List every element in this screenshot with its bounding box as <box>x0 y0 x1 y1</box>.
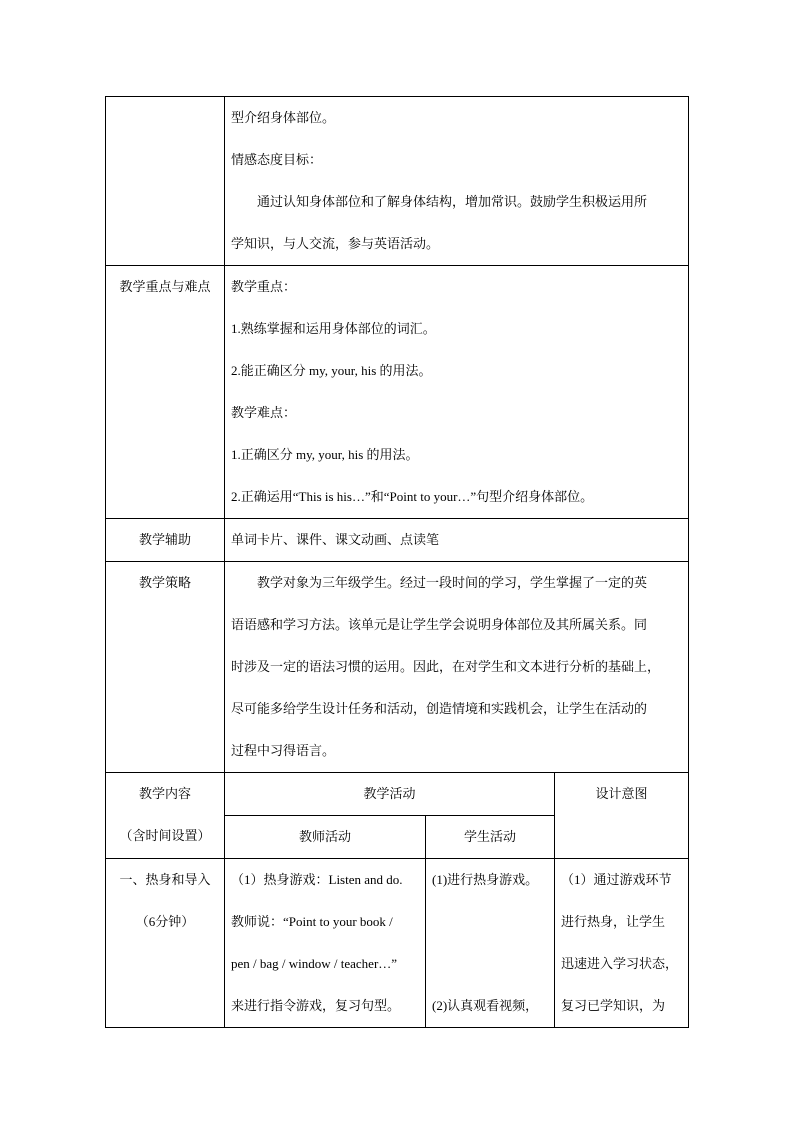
intent-line: 迅速进入学习状态， <box>561 956 679 971</box>
teacher-activity-line: （1）热身游戏：Listen and do. <box>231 872 403 887</box>
focus-heading: 教学重点： <box>231 279 297 294</box>
content-header-time: （含时间设置） <box>119 828 211 843</box>
objectives-line: 型介绍身体部位。 <box>231 110 336 125</box>
lesson-plan-table <box>105 96 689 1028</box>
aids-cell <box>225 519 689 562</box>
row-focus-difficulty <box>106 266 689 519</box>
row-label-empty <box>106 97 225 266</box>
student-activity-line <box>432 901 548 943</box>
affect-goal-heading: 情感态度目标： <box>231 152 323 167</box>
teacher-header: 教师活动 <box>225 816 426 859</box>
objectives-cell <box>225 97 689 266</box>
student-activity-line <box>432 943 548 985</box>
strategy-line: 过程中习得语言。 <box>231 743 336 758</box>
warmup-title: 一、热身和导入 <box>119 872 211 887</box>
objectives-line: 学知识，与人交流，参与英语活动。 <box>231 236 440 251</box>
student-header: 学生活动 <box>426 816 555 859</box>
objectives-line: 通过认知身体部位和了解身体结构，增加常识。鼓励学生积极运用所 <box>257 194 648 209</box>
activity-header-row <box>106 773 689 816</box>
focus-cell <box>225 266 689 519</box>
strategy-line: 教学对象为三年级学生。经过一段时间的学习，学生掌握了一定的英 <box>257 575 648 590</box>
row-strategy <box>106 562 689 773</box>
strategy-label: 教学策略 <box>106 562 225 773</box>
difficulty-item: 2.正确运用“This is his…”和“Point to your…”句型介绍身体部位。 <box>231 489 594 504</box>
intent-line: 进行热身，让学生 <box>561 914 666 929</box>
intent-line: 复习已学知识，为 <box>561 998 666 1013</box>
intent-header: 设计意图 <box>555 773 689 859</box>
focus-item: 2.能正确区分 my, your, his 的用法。 <box>231 363 432 378</box>
student-activity-line: (1)进行热身游戏。 <box>432 872 539 887</box>
content-header-label: 教学内容 <box>138 786 191 801</box>
teacher-activity-line: pen / bag / window / teacher…” <box>231 956 398 971</box>
strategy-cell <box>225 562 689 773</box>
strategy-line: 尽可能多给学生设计任务和活动，创造情境和实践机会，让学生在活动的 <box>231 701 648 716</box>
strategy-line: 时涉及一定的语法习惯的运用。因此，在对学生和文本进行分析的基础上， <box>231 659 661 674</box>
row-warmup <box>106 859 689 1028</box>
teacher-activity-line: 来进行指令游戏，复习句型。 <box>231 998 401 1013</box>
warmup-intent-cell <box>555 859 689 1028</box>
aids-text: 单词卡片、课件、课文动画、点读笔 <box>231 532 440 547</box>
warmup-teacher-cell <box>225 859 426 1028</box>
difficulty-heading: 教学难点： <box>231 405 297 420</box>
content-header <box>106 773 225 859</box>
teacher-activity-line: 教师说：“Point to your book / <box>231 914 393 929</box>
strategy-line: 语语感和学习方法。该单元是让学生学会说明身体部位及其所属关系。同 <box>231 617 648 632</box>
row-aids <box>106 519 689 562</box>
warmup-content-cell <box>106 859 225 1028</box>
row-objectives-continued <box>106 97 689 266</box>
activities-header: 教学活动 <box>225 773 555 816</box>
student-activity-line: (2)认真观看视频， <box>432 998 539 1013</box>
focus-label: 教学重点与难点 <box>106 266 225 519</box>
focus-item: 1.熟练掌握和运用身体部位的词汇。 <box>231 321 436 336</box>
warmup-student-cell <box>426 859 555 1028</box>
warmup-time: （6分钟） <box>135 914 195 929</box>
intent-line: （1）通过游戏环节 <box>561 872 672 887</box>
difficulty-item: 1.正确区分 my, your, his 的用法。 <box>231 447 419 462</box>
aids-label: 教学辅助 <box>106 519 225 562</box>
